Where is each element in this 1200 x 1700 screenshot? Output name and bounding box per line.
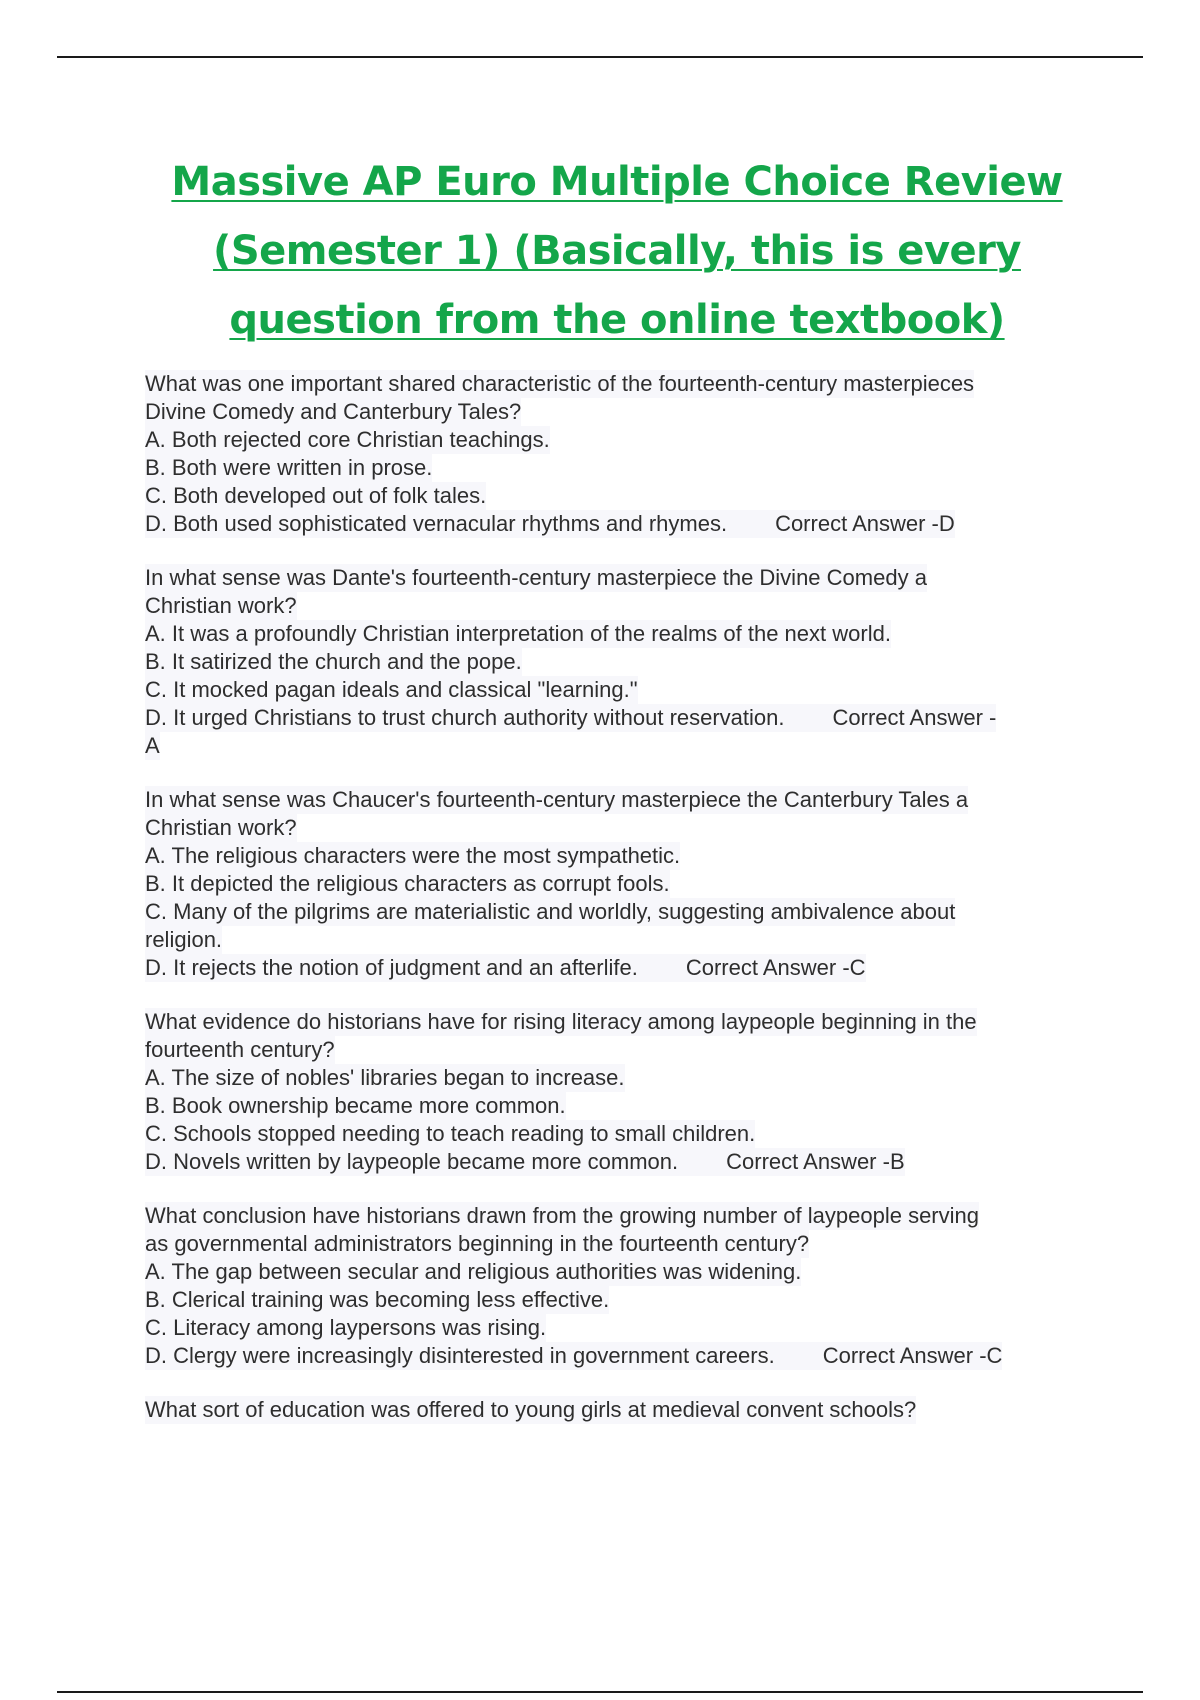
option-c: C. Literacy among laypersons was rising. <box>145 1315 547 1340</box>
option-b: B. Clerical training was becoming less effective. <box>145 1287 610 1312</box>
question-text: Christian work? <box>145 815 297 840</box>
option-c-continuation: religion. <box>145 927 223 952</box>
question-text: Divine Comedy and Canterbury Tales? <box>145 399 522 424</box>
question-text: What evidence do historians have for rising literacy among laypeople beginning in the <box>145 1009 977 1034</box>
document-title <box>100 148 1134 355</box>
correct-answer: Correct Answer -D <box>775 511 955 536</box>
option-d-with-answer <box>145 1342 1002 1370</box>
option-a: A. It was a profoundly Christian interpretation of the realms of the next world. <box>145 621 891 646</box>
question-text: What sort of education was offered to young girls at medieval convent schools? <box>145 1397 917 1422</box>
question-text: What was one important shared characteristic of the fourteenth-century masterpieces <box>145 371 975 396</box>
option-b: B. It satirized the church and the pope. <box>145 649 522 674</box>
option-d-with-answer <box>145 510 955 538</box>
title-line-3: question from the online textbook) <box>229 297 1005 343</box>
question-block <box>145 1008 1095 1176</box>
question-text: as governmental administrators beginning in the fourteenth century? <box>145 1231 810 1256</box>
option-c: C. Schools stopped needing to teach reading to small children. <box>145 1121 756 1146</box>
option-b: B. Both were written in prose. <box>145 455 433 480</box>
option-c: C. It mocked pagan ideals and classical "learning." <box>145 677 638 702</box>
option-b: B. Book ownership became more common. <box>145 1093 566 1118</box>
option-c: C. Both developed out of folk tales. <box>145 483 487 508</box>
correct-answer: Correct Answer -B <box>726 1149 905 1174</box>
option-d: D. It rejects the notion of judgment and an afterlife. <box>145 955 638 980</box>
top-rule <box>57 56 1143 58</box>
option-d: D. Novels written by laypeople became more common. <box>145 1149 679 1174</box>
correct-answer: Correct Answer - <box>832 705 997 730</box>
question-text: Christian work? <box>145 593 297 618</box>
option-d-with-answer <box>145 954 866 982</box>
correct-answer-continuation: A <box>145 733 160 758</box>
option-d: D. Clergy were increasingly disinterested in government careers. <box>145 1343 775 1368</box>
title-line-1: Massive AP Euro Multiple Choice Review <box>171 159 1063 205</box>
option-c: C. Many of the pilgrims are materialistic and worldly, suggesting ambivalence about <box>145 899 956 924</box>
option-a: A. The religious characters were the most sympathetic. <box>145 843 681 868</box>
question-block <box>145 1202 1095 1370</box>
option-d-with-answer <box>145 704 996 732</box>
option-d: D. It urged Christians to trust church authority without reservation. <box>145 705 785 730</box>
option-b: B. It depicted the religious characters as corrupt fools. <box>145 871 670 896</box>
bottom-rule <box>57 1691 1143 1693</box>
question-text: In what sense was Dante's fourteenth-century masterpiece the Divine Comedy a <box>145 565 927 590</box>
question-block <box>145 564 1095 760</box>
question-text: fourteenth century? <box>145 1037 335 1062</box>
question-text: In what sense was Chaucer's fourteenth-century masterpiece the Canterbury Tales a <box>145 787 969 812</box>
question-text: What conclusion have historians drawn from the growing number of laypeople serving <box>145 1203 979 1228</box>
option-d: D. Both used sophisticated vernacular rhythms and rhymes. <box>145 511 728 536</box>
correct-answer: Correct Answer -C <box>822 1343 1003 1368</box>
question-block <box>145 370 1095 538</box>
option-a: A. Both rejected core Christian teachings. <box>145 427 550 452</box>
option-a: A. The gap between secular and religious authorities was widening. <box>145 1259 802 1284</box>
correct-answer: Correct Answer -C <box>685 955 866 980</box>
title-line-2: (Semester 1) (Basically, this is every <box>213 228 1021 274</box>
option-d-with-answer <box>145 1148 905 1176</box>
question-list <box>145 370 1095 1450</box>
question-block <box>145 1396 1095 1424</box>
question-block <box>145 786 1095 982</box>
option-a: A. The size of nobles' libraries began to increase. <box>145 1065 625 1090</box>
